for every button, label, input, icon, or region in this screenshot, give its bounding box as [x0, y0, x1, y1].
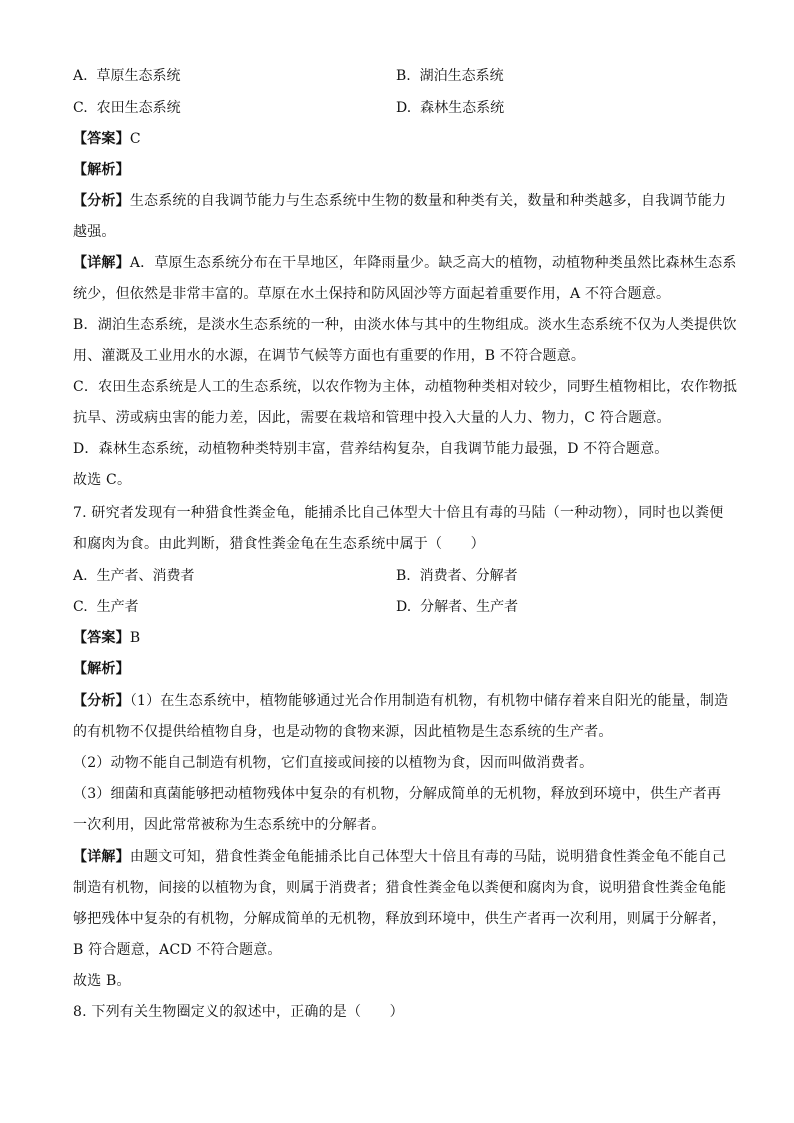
xiangjie-tag: 【详解】 [73, 255, 130, 271]
paragraph-text: 生态系统的自我调节能力与生态系统中生物的数量和种类有关，数量和种类越多，自我调节能力 [129, 193, 727, 209]
xiangjie-tag: 【详解】 [73, 849, 130, 865]
q6-option-a [73, 66, 180, 86]
q7-option-b [396, 566, 518, 586]
q7-option-a [73, 566, 194, 586]
option-text: 湖泊生态系统 [419, 68, 504, 84]
option-text: 生产者、消费者 [96, 568, 195, 584]
q6-b-line-2: 用、灌溉及工业用水的水源，在调节气候等方面也有重要的作用，B 不符合题意。 [73, 348, 586, 364]
option-text: 消费者、分解者 [419, 568, 518, 584]
q6-xiangjie-line-1 [73, 253, 737, 273]
q6-c-line-2: 抗旱、涝或病虫害的能力差，因此，需要在栽培和管理中投入大量的人力、物力，C 符合题意。 [73, 410, 671, 426]
option-text: 分解者、生产者 [420, 599, 519, 615]
q7-xiangjie-line-4: B 符合题意，ACD 不符合题意。 [73, 942, 282, 958]
q6-c-line-1: C．农田生态系统是人工的生态系统，以农作物为主体，动植物种类相对较少，同野生植物相比，农作物抵 [73, 379, 738, 395]
q6-conclusion: 故选 C。 [73, 472, 132, 488]
option-key: D. [396, 100, 412, 116]
answer-tag: 【答案】 [73, 630, 130, 646]
q6-d-line-1: D．森林生态系统，动植物种类特别丰富，营养结构复杂，自我调节能力最强，D 不符合题意。 [73, 441, 669, 457]
answer-value: B [129, 630, 141, 646]
q7-fenxi-line-4: （3）细菌和真菌能够把动植物残体中复杂的有机物，分解成简单的无机物，释放到环境中，供生产者再 [73, 786, 722, 802]
q7-xiangjie-line-1 [73, 847, 727, 867]
q7-option-c [73, 597, 139, 617]
analysis-tag: 【解析】 [73, 661, 130, 677]
q6-option-c [73, 98, 181, 118]
option-text: 草原生态系统 [96, 68, 181, 84]
option-text: 农田生态系统 [96, 100, 181, 116]
option-key: A. [73, 568, 88, 584]
option-key: B. [396, 568, 411, 584]
q7-xiangjie-line-2: 制造有机物，间接的以植物为食，则属于消费者；猎食性粪金龟以粪便和腐肉为食，说明猎食性粪金龟能 [73, 880, 727, 896]
answer-tag: 【答案】 [73, 131, 130, 147]
q7-stem-line-2: 和腐肉为食。由此判断，猎食性粪金龟在生态系统中属于（ ） [73, 536, 485, 552]
q7-stem-line-1: 7. 研究者发现有一种猎食性粪金龟，能捕杀比自己体型大十倍且有毒的马陆（一种动物），同时也以粪便 [73, 505, 724, 521]
q6-fenxi-line-2: 越强。 [73, 224, 116, 240]
option-text: 生产者 [96, 599, 139, 615]
q7-option-d [396, 597, 518, 617]
paragraph-text: A．草原生态系统分布在干旱地区，年降雨量少。缺乏高大的植物，动植物种类虽然比森林生态系 [129, 255, 737, 271]
q7-analysis-heading [73, 659, 723, 679]
paragraph-text: （1）在生态系统中，植物能够通过光合作用制造有机物，有机物中储存着来自阳光的能量，制造 [129, 693, 729, 709]
q6-fenxi-line-1 [73, 191, 727, 211]
q6-b-line-1: B．湖泊生态系统，是淡水生态系统的一种，由淡水体与其中的生物组成。淡水生态系统不仅为人类提供饮 [73, 317, 737, 333]
q6-option-b [396, 66, 504, 86]
q7-fenxi-line-5: 一次利用，因此常常被称为生态系统中的分解者。 [73, 817, 386, 833]
option-key: C. [73, 100, 88, 116]
q6-answer [73, 129, 723, 149]
q6-analysis-heading [73, 160, 723, 180]
option-key: D. [396, 599, 412, 615]
q7-fenxi-line-2: 的有机物不仅提供给植物自身，也是动物的食物来源，因此植物是生态系统的生产者。 [73, 724, 613, 740]
option-key: A. [73, 68, 88, 84]
q7-xiangjie-line-3: 够把残体中复杂的有机物，分解成简单的无机物，释放到环境中，供生产者再一次利用，则属于分解者， [73, 911, 727, 927]
analysis-tag: 【解析】 [73, 162, 130, 178]
q6-option-d [396, 98, 504, 118]
q7-answer [73, 628, 723, 648]
q7-fenxi-line-1 [73, 691, 729, 711]
option-text: 森林生态系统 [420, 100, 505, 116]
fenxi-tag: 【分析】 [73, 193, 130, 209]
q7-fenxi-line-3: （2）动物不能自己制造有机物，它们直接或间接的以植物为食，因而叫做消费者。 [73, 755, 594, 771]
paragraph-text: 由题文可知，猎食性粪金龟能捕杀比自己体型大十倍且有毒的马陆，说明猎食性粪金龟不能自己 [129, 849, 727, 865]
option-key: C. [73, 599, 88, 615]
q6-xiangjie-line-2: 统少，但依然是非常丰富的。草原在水土保持和防风固沙等方面起着重要作用，A 不符合题意。 [73, 286, 671, 302]
option-key: B. [396, 68, 411, 84]
q8-stem: 8. 下列有关生物圈定义的叙述中，正确的是（ ） [73, 1004, 404, 1020]
q7-conclusion: 故选 B。 [73, 973, 131, 989]
answer-value: C [129, 131, 141, 147]
fenxi-tag: 【分析】 [73, 693, 130, 709]
